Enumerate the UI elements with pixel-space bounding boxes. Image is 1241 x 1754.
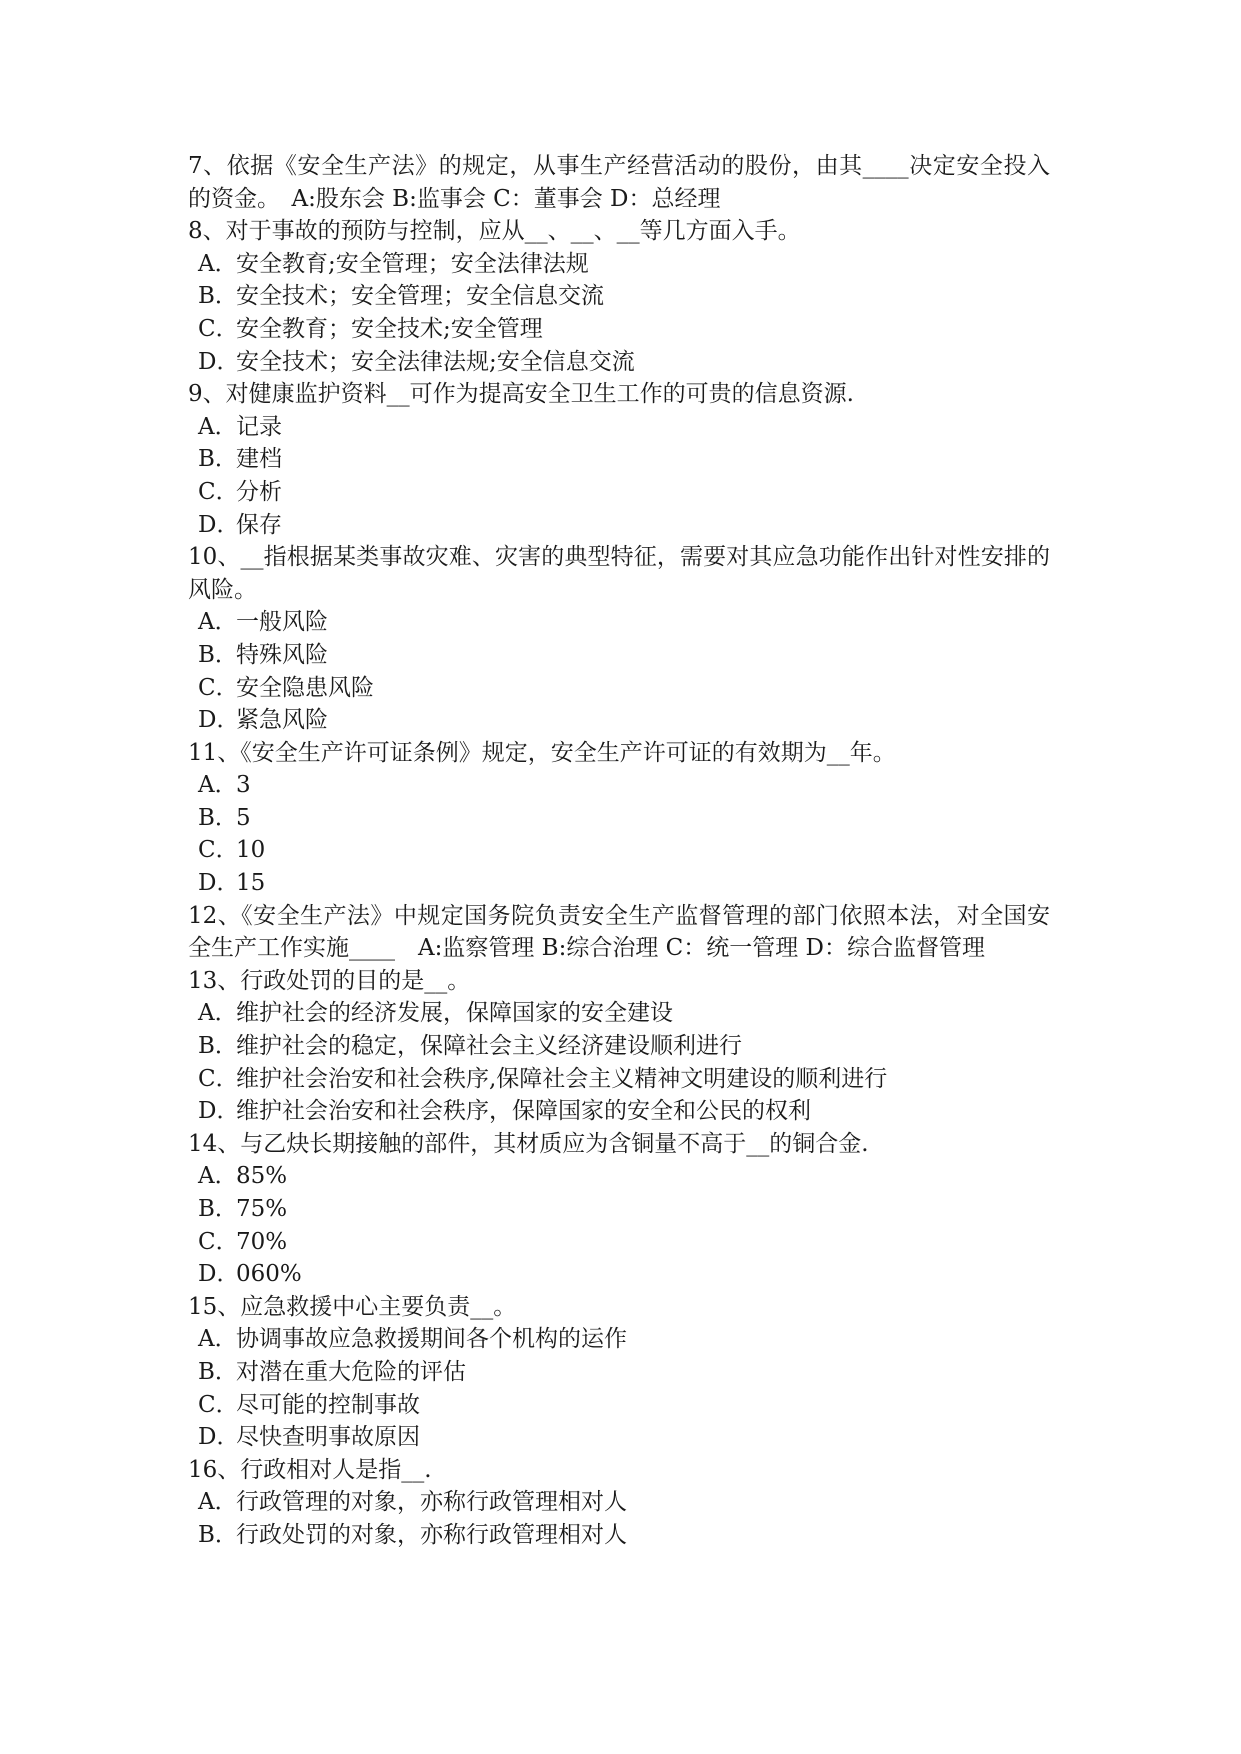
answer-option [188, 1160, 1050, 1193]
answer-option [188, 346, 1050, 379]
option-text: 协调事故应急救援期间各个机构的运作 [236, 1326, 627, 1353]
option-text: 尽快查明事故原因 [236, 1424, 420, 1451]
option-text: 3 [236, 772, 251, 799]
option-letter: D． [198, 1424, 240, 1451]
question-text: 11、《安全生产许可证条例》规定，安全生产许可证的有效期为__年。 [188, 739, 896, 766]
option-letter: C． [198, 674, 239, 701]
option-text: 记录 [236, 413, 282, 440]
option-letter: B． [198, 804, 238, 831]
answer-option [188, 1421, 1050, 1454]
option-text: 行政处罚的对象，亦称行政管理相对人 [236, 1521, 627, 1548]
answer-option [188, 672, 1050, 705]
answer-option [188, 1389, 1050, 1422]
answer-option [188, 834, 1050, 867]
option-text: 维护社会治安和社会秩序,保障社会主义精神文明建设的顺利进行 [236, 1065, 888, 1092]
option-text: 紧急风险 [236, 707, 328, 734]
option-letter: C． [198, 1228, 239, 1255]
answer-option [188, 1095, 1050, 1128]
question-block [188, 1291, 1050, 1454]
option-text: 安全技术；安全法律法规;安全信息交流 [236, 348, 635, 375]
option-letter: D． [198, 1261, 240, 1288]
answer-option [188, 1323, 1050, 1356]
option-letter: A． [198, 772, 238, 799]
option-text: 一般风险 [236, 609, 328, 636]
option-letter: C． [198, 1391, 239, 1418]
option-text: 060% [236, 1261, 302, 1288]
option-letter: A． [198, 609, 238, 636]
question-block [188, 900, 1050, 965]
option-text: 15 [236, 870, 266, 897]
question-block [188, 737, 1050, 900]
answer-option [188, 1486, 1050, 1519]
option-letter: C． [198, 1065, 239, 1092]
answer-option [188, 1226, 1050, 1259]
question-block [188, 378, 1050, 541]
answer-option [188, 443, 1050, 476]
option-text: 安全教育;安全管理；安全法律法规 [236, 250, 589, 277]
option-text: 尽可能的控制事故 [236, 1391, 420, 1418]
question-text: 13、行政处罚的目的是__。 [188, 967, 471, 994]
answer-option [188, 704, 1050, 737]
option-letter: A． [198, 250, 238, 277]
question-block [188, 215, 1050, 378]
answer-option [188, 1030, 1050, 1063]
option-text: 保存 [236, 511, 282, 538]
option-text: 建档 [236, 446, 282, 473]
option-text: 安全隐患风险 [236, 674, 374, 701]
option-letter: A． [198, 1163, 238, 1190]
question-text: 7、依据《安全生产法》的规定，从事生产经营活动的股份，由其____决定安全投入的资金。 A:股东会 B:监事会 C：董事会 D：总经理 [188, 153, 1050, 212]
question-block [188, 1128, 1050, 1291]
answer-option [188, 509, 1050, 542]
answer-option [188, 1063, 1050, 1096]
option-letter: A． [198, 1000, 238, 1027]
option-text: 10 [236, 837, 266, 864]
option-letter: B． [198, 1358, 238, 1385]
answer-option [188, 411, 1050, 444]
option-text: 特殊风险 [236, 641, 328, 668]
option-text: 对潜在重大危险的评估 [236, 1358, 466, 1385]
answer-option [188, 1193, 1050, 1226]
option-letter: A． [198, 1489, 238, 1516]
option-letter: B． [198, 641, 238, 668]
question-list [188, 150, 1050, 1552]
question-block [188, 541, 1050, 737]
option-letter: B． [198, 446, 238, 473]
answer-option [188, 769, 1050, 802]
answer-option [188, 1356, 1050, 1389]
question-block [188, 1454, 1050, 1552]
option-text: 75% [236, 1196, 288, 1222]
question-text: 15、应急救援中心主要负责__。 [188, 1293, 517, 1320]
option-letter: B． [198, 1196, 238, 1222]
option-text: 维护社会的经济发展，保障国家的安全建设 [236, 1000, 673, 1027]
option-text: 分析 [236, 478, 282, 505]
question-text: 9、对健康监护资料__可作为提高安全卫生工作的可贵的信息资源. [188, 381, 854, 408]
option-text: 5 [236, 804, 251, 831]
answer-option [188, 1258, 1050, 1291]
option-text: 维护社会治安和社会秩序，保障国家的安全和公民的权利 [236, 1098, 811, 1125]
option-letter: D． [198, 707, 240, 734]
option-letter: A． [198, 413, 238, 440]
answer-option [188, 280, 1050, 313]
option-letter: D． [198, 511, 240, 538]
question-text: 14、与乙炔长期接触的部件，其材质应为含铜量不高于__的铜合金. [188, 1130, 869, 1157]
question-text: 10、__指根据某类事故灾难、灾害的典型特征，需要对其应急功能作出针对性安排的风险。 [188, 544, 1050, 603]
option-letter: D． [198, 870, 240, 897]
answer-option [188, 606, 1050, 639]
option-letter: C． [198, 837, 239, 864]
option-letter: B． [198, 1033, 238, 1060]
question-text: 16、行政相对人是指__. [188, 1456, 432, 1483]
option-text: 行政管理的对象，亦称行政管理相对人 [236, 1489, 627, 1516]
answer-option [188, 997, 1050, 1030]
option-text: 70% [236, 1228, 288, 1255]
option-text: 安全教育；安全技术;安全管理 [236, 315, 543, 342]
option-letter: D． [198, 348, 240, 375]
option-letter: C． [198, 315, 239, 342]
answer-option [188, 313, 1050, 346]
option-text: 安全技术；安全管理；安全信息交流 [236, 283, 604, 310]
option-letter: B． [198, 1521, 238, 1548]
question-text: 12、《安全生产法》中规定国务院负责安全生产监督管理的部门依照本法，对全国安全生产工作实施____ A:监察管理 B:综合治理 C：统一管理 D：综合监督管理 [188, 902, 1050, 962]
question-block [188, 965, 1050, 1128]
option-text: 维护社会的稳定，保障社会主义经济建设顺利进行 [236, 1033, 742, 1060]
option-letter: B． [198, 283, 238, 310]
option-letter: D． [198, 1098, 240, 1125]
answer-option [188, 867, 1050, 900]
question-text: 8、对于事故的预防与控制，应从__、__、__等几方面入手。 [188, 218, 801, 245]
option-letter: A． [198, 1326, 238, 1353]
answer-option [188, 802, 1050, 835]
answer-option [188, 639, 1050, 672]
answer-option [188, 248, 1050, 281]
answer-option [188, 1519, 1050, 1552]
answer-option [188, 476, 1050, 509]
question-block [188, 150, 1050, 215]
option-text: 85% [236, 1163, 288, 1190]
option-letter: C． [198, 478, 239, 505]
